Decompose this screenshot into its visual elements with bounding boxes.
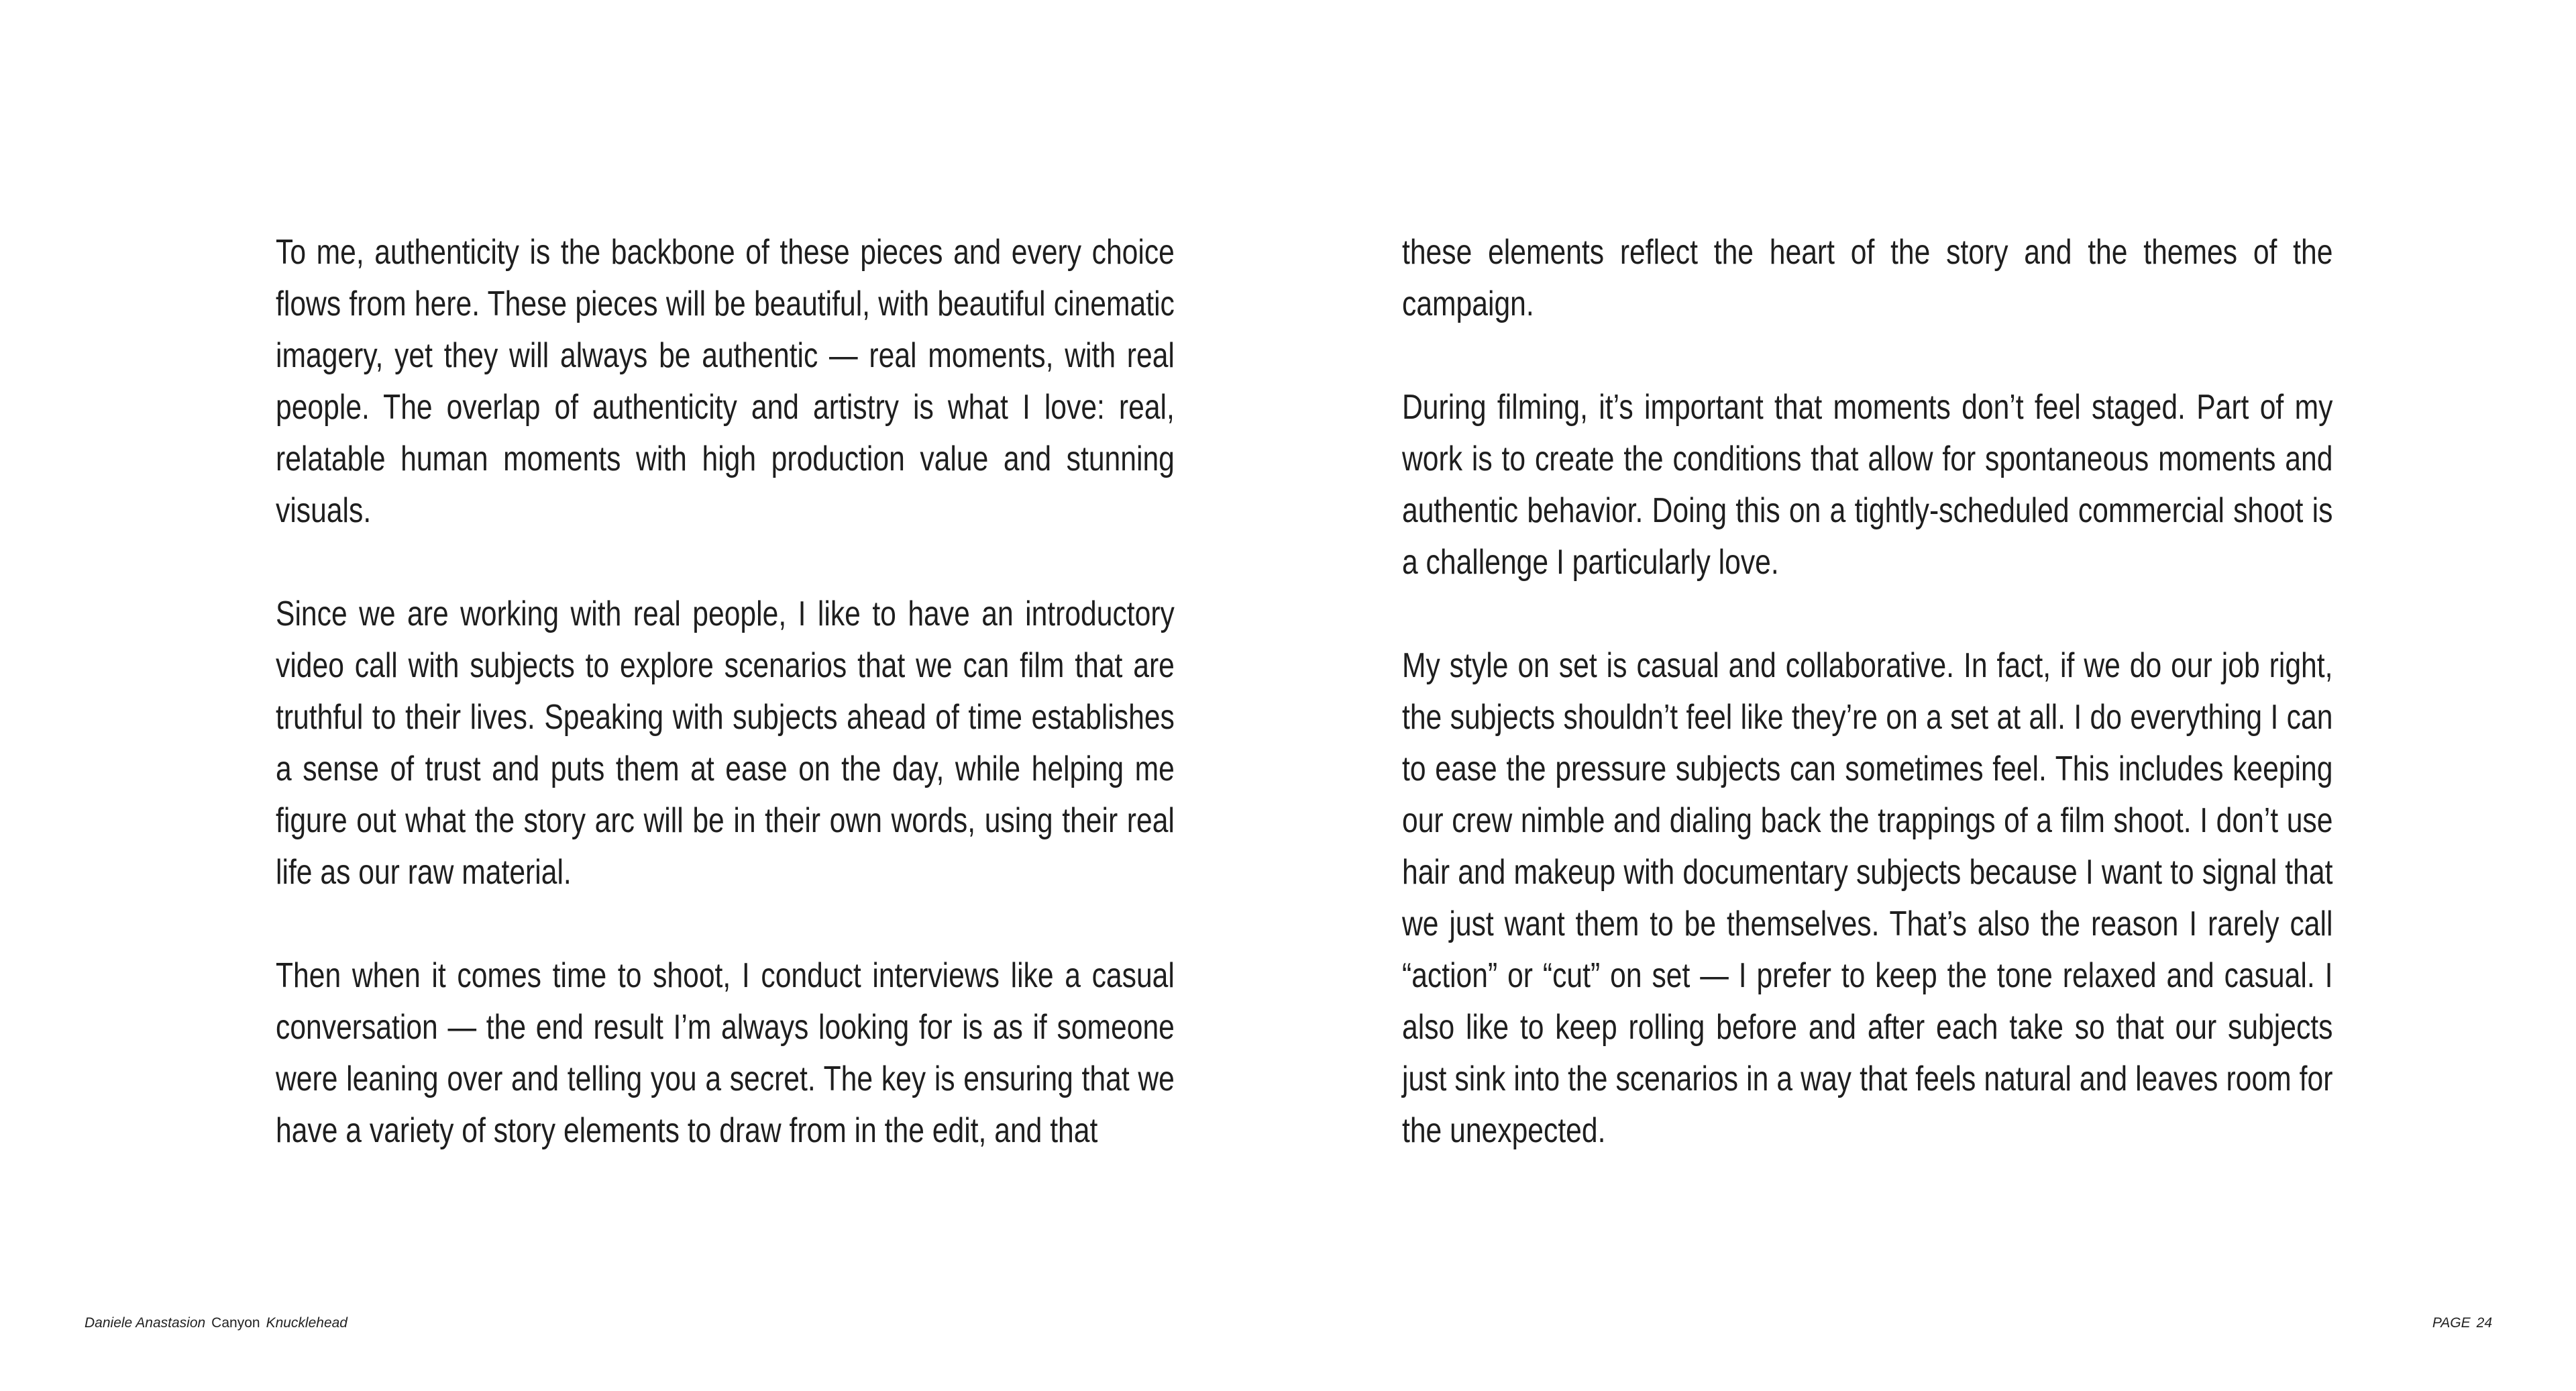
paragraph-story-elements: these elements reflect the heart of the story and the themes of the campaign. [1402, 233, 2333, 323]
paragraph-filming: During filming, it’s important that moments don’t feel staged. Part of my work is to create the conditions that allow for spontaneous moments and authentic behavior. Doing this on a tightly-scheduled commercial shoot is a challenge I particularly love. [1402, 388, 2333, 582]
footer-project: Knucklehead [266, 1315, 347, 1331]
right-text-column [1402, 227, 2332, 1157]
page-number [2432, 1314, 2492, 1333]
footer-client: Canyon [211, 1315, 260, 1331]
footer-director: Daniele Anastasion [85, 1315, 206, 1331]
footer-credits [85, 1314, 347, 1333]
paragraph-interviews: Then when it comes time to shoot, I conduct interviews like a casual conversation — the end result I’m always looking for is as if someone were leaning over and telling you a secret. The key is ensuring that we have a variety of story elements to draw from in the edit, and that [276, 956, 1175, 1150]
page-number-value: 24 [2476, 1315, 2492, 1331]
left-text-column [276, 227, 1175, 1157]
paragraph-introductory-call: Since we are working with real people, I like to have an introductory video call with subjects to explore scenarios that we can film that are truthful to their lives. Speaking with subjects ahead of time establishes a sense of trust and puts them at ease on the day, while helping me figure out what the story arc will be in their own words, using their real life as our raw material. [276, 595, 1175, 892]
paragraph-style-on-set: My style on set is casual and collaborative. In fact, if we do our job right, the subjects shouldn’t feel like they’re on a set at all. I do everything I can to ease the pressure subjects can sometimes feel. This includes keeping our crew nimble and dialing back the trappings of a film shoot. I don’t use hair and makeup with documentary subjects because I want to signal that we just want them to be themselves. That’s also the reason I rarely call “action” or “cut” on set — I prefer to keep the tone relaxed and casual. I also like to keep rolling before and after each take so that our subjects just sink into the scenarios in a way that feels natural and leaves room for the unexpected. [1402, 646, 2333, 1150]
page-label: PAGE [2432, 1315, 2471, 1331]
paragraph-authenticity: To me, authenticity is the backbone of these pieces and every choice flows from here. These pieces will be beautiful, with beautiful cinematic imagery, yet they will always be authentic — real moments, with real people. The overlap of authenticity and artistry is what I love: real, relatable human moments with high production value and stunning visuals. [276, 233, 1175, 530]
